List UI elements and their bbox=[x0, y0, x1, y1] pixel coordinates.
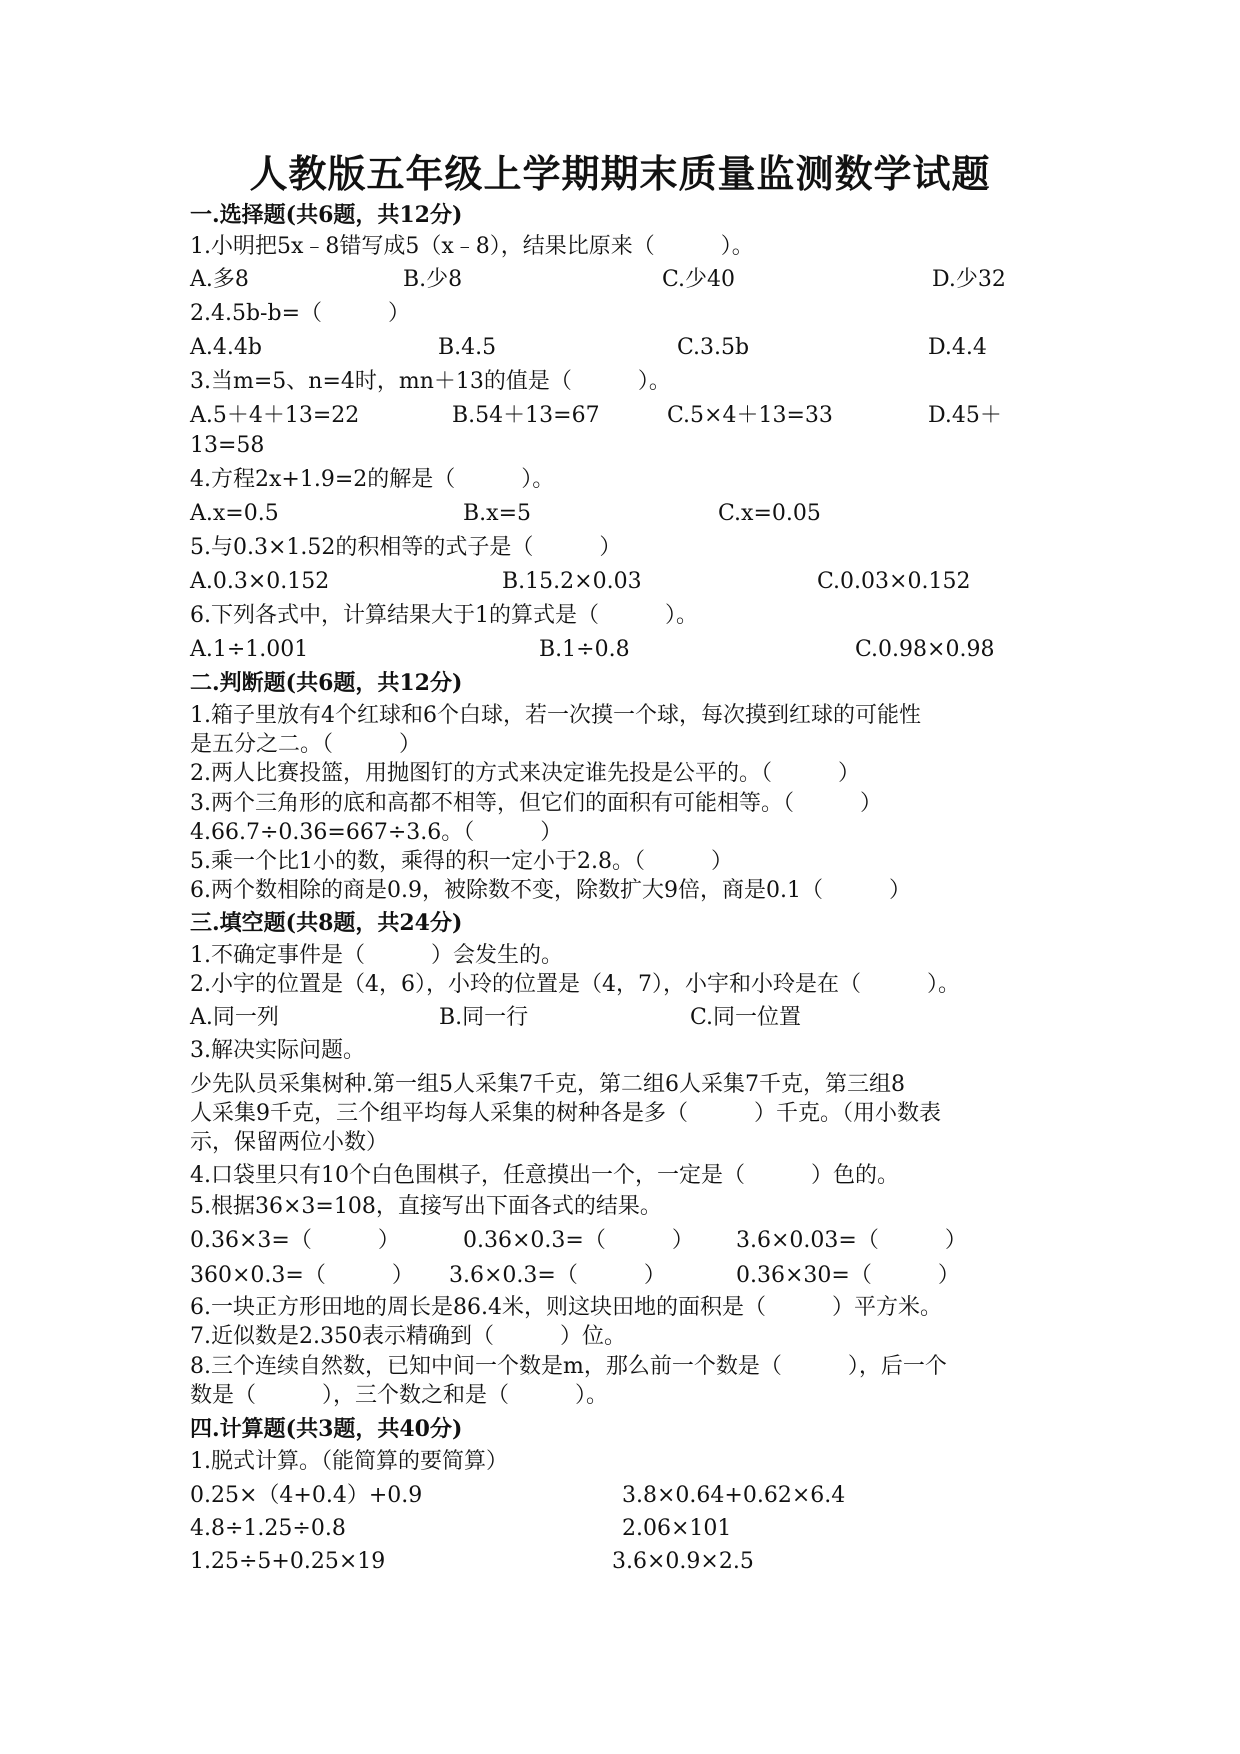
option-continuation: 13=58 bbox=[190, 433, 265, 458]
option: C.0.03×0.152 bbox=[817, 569, 971, 594]
options-row bbox=[190, 499, 1090, 529]
question-text: 5.与0.3×1.52的积相等的式子是（ ） bbox=[190, 535, 622, 560]
calc-row bbox=[190, 1547, 1090, 1577]
calc-item: 0.36×3=（ ） bbox=[190, 1228, 400, 1253]
question-text: 1.脱式计算。（能简算的要简算） bbox=[190, 1449, 508, 1474]
option: A.多8 bbox=[190, 267, 249, 292]
question-text: 2.两人比赛投篮，用抛图钉的方式来决定谁先投是公平的。（ ） bbox=[190, 761, 860, 786]
question-text: 数是（ ），三个数之和是（ ）。 bbox=[190, 1383, 609, 1408]
question-text: 1.不确定事件是（ ）会发生的。 bbox=[190, 943, 563, 968]
question-text: 2.小宇的位置是（4，6），小玲的位置是（4，7），小宇和小玲是在（ ）。 bbox=[190, 972, 960, 997]
option: A.x=0.5 bbox=[190, 501, 279, 526]
option: C.x=0.05 bbox=[718, 501, 821, 526]
calc-item: 0.36×30=（ ） bbox=[736, 1263, 960, 1288]
option: B.1÷0.8 bbox=[539, 637, 630, 662]
question-text: 人采集9千克，三个组平均每人采集的树种各是多（ ）千克。（用小数表 bbox=[190, 1101, 941, 1126]
question-text: 3.解决实际问题。 bbox=[190, 1038, 365, 1063]
option: D.45＋ bbox=[928, 403, 1002, 428]
question-text: 6.一块正方形田地的周长是86.4米，则这块田地的面积是（ ）平方米。 bbox=[190, 1295, 942, 1320]
section-heading-judge: 二.判断题(共6题，共12分) bbox=[190, 670, 463, 696]
option: C.0.98×0.98 bbox=[855, 637, 995, 662]
option: A.同一列 bbox=[190, 1005, 279, 1030]
options-row bbox=[190, 635, 1090, 665]
options-row bbox=[190, 333, 1090, 363]
question-text: 示，保留两位小数） bbox=[190, 1130, 389, 1155]
option: B.x=5 bbox=[463, 501, 531, 526]
question-text: 4.66.7÷0.36=667÷3.6。（ ） bbox=[190, 820, 563, 845]
calc-item: 2.06×101 bbox=[622, 1516, 732, 1541]
option: B.同一行 bbox=[439, 1005, 529, 1030]
question-text: 2.4.5b-b=（ ） bbox=[190, 301, 411, 326]
option: B.4.5 bbox=[438, 335, 497, 360]
question-text: 少先队员采集树种.第一组5人采集7千克，第二组6人采集7千克，第三组8 bbox=[190, 1072, 905, 1097]
question-text: 5.根据36×3=108，直接写出下面各式的结果。 bbox=[190, 1194, 662, 1219]
calc-row bbox=[190, 1481, 1090, 1511]
section-heading-choice: 一.选择题(共6题，共12分) bbox=[190, 202, 463, 228]
section-heading-fill: 三.填空题(共8题，共24分) bbox=[190, 910, 463, 936]
option: C.3.5b bbox=[677, 335, 750, 360]
question-text: 1.箱子里放有4个红球和6个白球，若一次摸一个球，每次摸到红球的可能性 bbox=[190, 703, 921, 728]
question-text: 是五分之二。（ ） bbox=[190, 732, 422, 757]
calc-item: 3.6×0.03=（ ） bbox=[736, 1228, 967, 1253]
calc-item: 360×0.3=（ ） bbox=[190, 1263, 414, 1288]
options-row bbox=[190, 1003, 1090, 1033]
question-text: 3.当m=5、n=4时，mn＋13的值是（ ）。 bbox=[190, 369, 671, 394]
calc-row bbox=[190, 1226, 1090, 1256]
option: D.少32 bbox=[932, 267, 1006, 292]
calc-item: 3.6×0.9×2.5 bbox=[612, 1549, 754, 1574]
calc-item: 0.25×（4+0.4）+0.9 bbox=[190, 1483, 423, 1508]
question-text: 3.两个三角形的底和高都不相等，但它们的面积有可能相等。（ ） bbox=[190, 791, 882, 816]
calc-row bbox=[190, 1261, 1090, 1291]
section-heading-calc: 四.计算题(共3题，共40分) bbox=[190, 1416, 463, 1442]
calc-item: 3.8×0.64+0.62×6.4 bbox=[622, 1483, 846, 1508]
option: C.5×4＋13=33 bbox=[667, 403, 833, 428]
option: B.54＋13=67 bbox=[452, 403, 600, 428]
option: A.4.4b bbox=[190, 335, 262, 360]
option: A.5＋4＋13=22 bbox=[190, 403, 360, 428]
question-text: 5.乘一个比1小的数，乘得的积一定小于2.8。（ ） bbox=[190, 849, 733, 874]
page-title: 人教版五年级上学期期末质量监测数学试题 bbox=[249, 151, 991, 196]
calc-item: 3.6×0.3=（ ） bbox=[449, 1263, 666, 1288]
option: A.1÷1.001 bbox=[190, 637, 309, 662]
option: D.4.4 bbox=[928, 335, 987, 360]
calc-item: 1.25÷5+0.25×19 bbox=[190, 1549, 386, 1574]
option: B.少8 bbox=[403, 267, 463, 292]
options-row bbox=[190, 265, 1090, 295]
options-row bbox=[190, 401, 1090, 431]
question-text: 4.方程2x+1.9=2的解是（ ）。 bbox=[190, 467, 555, 492]
calc-item: 4.8÷1.25÷0.8 bbox=[190, 1516, 346, 1541]
question-text: 8.三个连续自然数，已知中间一个数是m，那么前一个数是（ ），后一个 bbox=[190, 1354, 947, 1379]
question-text: 4.口袋里只有10个白色围棋子，任意摸出一个，一定是（ ）色的。 bbox=[190, 1163, 899, 1188]
option: C.少40 bbox=[662, 267, 736, 292]
option: A.0.3×0.152 bbox=[190, 569, 330, 594]
option: B.15.2×0.03 bbox=[502, 569, 642, 594]
question-text: 7.近似数是2.350表示精确到（ ）位。 bbox=[190, 1324, 626, 1349]
question-text: 1.小明把5x﹣8错写成5（x﹣8），结果比原来（ ）。 bbox=[190, 234, 754, 259]
option: C.同一位置 bbox=[690, 1005, 802, 1030]
calc-item: 0.36×0.3=（ ） bbox=[463, 1228, 694, 1253]
calc-row bbox=[190, 1514, 1090, 1544]
options-row bbox=[190, 567, 1090, 597]
question-text: 6.两个数相除的商是0.9，被除数不变，除数扩大9倍，商是0.1（ ） bbox=[190, 878, 911, 903]
question-text: 6.下列各式中，计算结果大于1的算式是（ ）。 bbox=[190, 603, 698, 628]
